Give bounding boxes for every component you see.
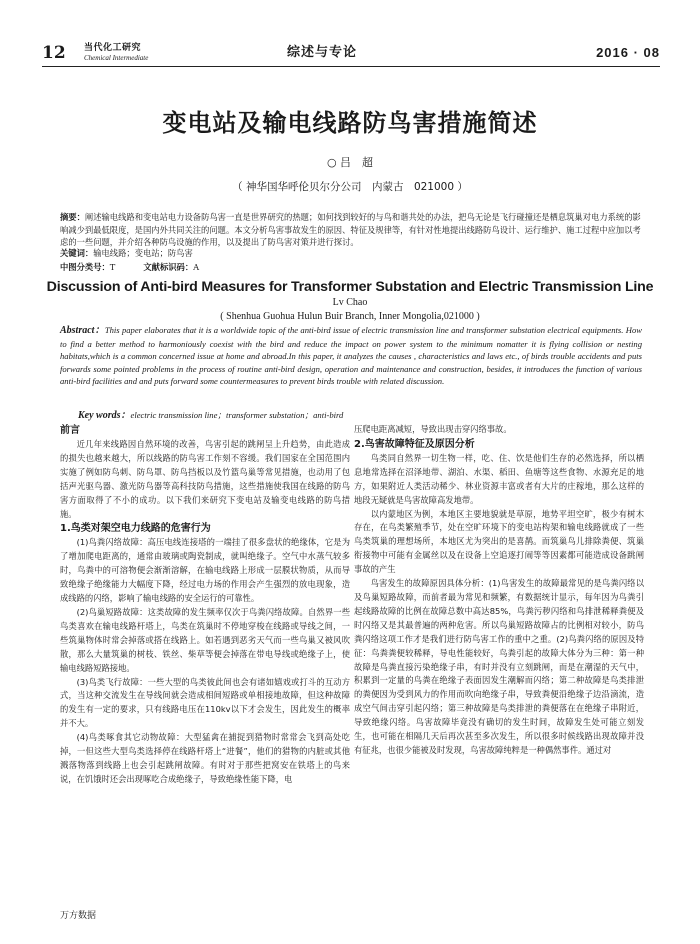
section-label: 综述与专论	[287, 45, 358, 60]
doc-code-value: A	[193, 262, 200, 272]
abstract-en-text: This paper elaborates that it is a worldwide topic of the anti-bird issue of electric transmission line and transformer substation electrical equipments. How to find a better method to harmoniously coexist with the bird and reduce the impact on power system to the minimum nomatter it is flying collision or nesting habitats,which is a common concerned issue at home and abroad.In this paper, it analyzes the causes , characteristics and laws etc., of birds trouble accidents and puts forwards some pointed problems in the process of routine anti-bird design, operation and maintenance and construction, besides, it introduces the function of various anti-bird facilities and and puts forward some countermeasures to prevent birds trouble with related discussion.	[60, 325, 642, 387]
paper-title-cn: 变电站及输电线路防鸟害措施简述	[162, 109, 538, 137]
abstract-cn-label: 摘要：	[60, 212, 85, 222]
clc-label: 中图分类号：	[60, 262, 110, 272]
section-heading: 1.鸟类对架空电力线路的危害行为	[60, 523, 211, 535]
header-rule	[42, 66, 660, 67]
paragraph: 鸟害发生的故障原因具体分析：(1)鸟害发生的故障最常见的是鸟粪闪络以及鸟巢短路故障，而前者最为常见和频繁，有数据统计显示，每年因为鸟粪引起线路故障的比例在故障总数中高达85%，鸟粪污秽闪络和鸟排泄稀释粪便及时闪络又是其最普遍的两种危害。所以鸟巢短路故障占的比例相对较小，防鸟粪闪络这项工作才是我们进行防鸟害工作的重中之重。(2)鸟粪闪络的原因及特征：鸟粪粪便较稀释，导电性能较好，鸟粪引起的故障大体分为三种：第一种故障是鸟粪直接污染绝缘子串，有时并没有立刻跳闸，而是在潮湿的天气中，积累到一定量的鸟粪在绝缘子表面因发生潮解而闪络；第二种故障是鸟类排泄的粪便因为受到风力的作用而吹向绝缘子串，导致粪便沿绝缘子边沿滴流，造成空气间击穿引起闪络；第三种故障是鸟类排泄的粪便落在在绝缘子串附近，导致绝缘闪络。鸟害故障毕竟没有确切的发生时间，故障发生处可能立刻发生，也可能在相隔几天后再次甚至多次发生，所以很多时候线路出现故障并没有征兆，也很少能被及时发现，鸟害故障纯粹是一种偶然事件。通过对	[354, 578, 644, 755]
doc-code-label: 文献标识码：	[143, 262, 194, 272]
abstract-en-label: Abstract：	[60, 325, 105, 336]
paragraph: (2)鸟巢短路故障：这类故障的发生频率仅次于鸟粪闪络故障。自然界一些鸟类喜欢在输电线路杆塔上，鸟类在筑巢时不停地穿梭在线路或导线之间，一些筑巢物体时常会掉落或搭在线路上。如若遇到恶劣天气而一些鸟巢又被风吹散，那么大量筑巢的树枝、铁丝、柴草等便会掉落在带电导线或绝缘子上，使输电线路短路接地。	[60, 606, 350, 673]
classification-line	[60, 261, 642, 273]
affiliation-cn: （ 神华国华呼伦贝尔分公司 内蒙古 021000 ）	[232, 181, 468, 193]
keywords-en-label: Key words：	[78, 410, 131, 421]
author-en: Lv Chao	[332, 297, 368, 308]
keywords-en-text: electric transmission line；transformer substation；anti-bird	[130, 410, 344, 420]
issue-date: 2016 · 08	[596, 45, 660, 60]
keywords-en	[78, 409, 638, 422]
paragraph: 近几年来线路因自然环境的改善，鸟害引起的跳闸呈上升趋势，由此造成的损失也越来越大，所以线路的防鸟害工作刻不容缓。我们国家在全国范围内实施了例如防鸟刺、防鸟罩、防鸟挡板以及竹篮鸟巢等常见措施，也动用了包括声光驱鸟器、激光防鸟器等高科技防鸟措施，这些措施使我国在线路的防鸟害方面取得了不小的成功。以下我们来研究下变电站及输变电线路的防鸟措施。	[60, 439, 350, 519]
paragraph: 以内蒙地区为例，本地区主要地貌就是草原，地势平坦空旷，极少有树木存在，在鸟类繁殖季节，处在空旷环境下的变电站构架和输电线路就成了一些鸟类筑巢的理想场所，本地区尤为突出的是喜鹊。而筑巢鸟儿排除粪便、筑巢衔接物中可能有金属丝以及在设备上空追逐打闹等等因素都可能造成设备跳闸事故的产生	[354, 508, 644, 575]
paragraph: (3)鸟类飞行故障：一些大型的鸟类彼此间也会有诸如嬉戏或打斗的互动方式，当这种交流发生在导线间就会造成相间短路或单相接地故障，但这种故障的发生有一定的要求，只有线路电压在110kv以下才会发生，因此发生的概率并不大。	[60, 676, 350, 729]
paragraph: (4)鸟类啄食其它动物故障：大型猛禽在捕捉到猎物时常常会飞到高处吃掉，一但这些大型鸟类选择停在线路杆塔上“进餐”，他们的猎物的内脏或其他溅落物落到线路上也会引起跳闸故障。有时对于那些把窝安在铁塔上的鸟来说，在饥饿时还会出现啄吃合成绝缘子，导致绝缘性能下降，电	[60, 732, 350, 784]
journal-name-cn: 当代化工研究	[84, 43, 142, 53]
clc-value: T	[109, 262, 116, 272]
abstract-cn-text: 阐述输电线路和变电站电力设备防鸟害一直是世界研究的热题；如何找到较好的与鸟和谐共处的办法，把鸟无论是飞行碰撞还是栖息筑巢对电力系统的影响减少到最低限度，是国内外共同关注的问题。本文分析鸟害事故发生的原因、特征及规律等，有针对性地提出线路防鸟设计、运行维护、施工过程中应加以考虑的一些问题，并介绍各种防鸟设施的作用，以及提出了防鸟害对策并进行探讨。	[60, 212, 641, 248]
body-column-right	[354, 423, 644, 758]
keywords-cn	[60, 247, 642, 259]
author-cn: ○ 吕 超	[326, 156, 374, 169]
section-heading: 2.鸟害故障特征及原因分析	[354, 438, 475, 450]
affiliation-en: ( Shenhua Guohua Hulun Buir Branch, Inner Mongolia,021000 )	[220, 311, 480, 322]
abstract-en	[60, 324, 642, 388]
journal-name-en: Chemical Intermediate	[84, 54, 149, 62]
keywords-cn-text: 输电线路；变电站；防鸟害	[93, 248, 193, 258]
paper-title-en: Discussion of Anti-bird Measures for Transformer Substation and Electric Transmission Line	[46, 279, 654, 295]
paragraph-continuation: 压爬电距离减短，导致出现击穿闪络事故。	[354, 424, 512, 434]
page-header	[42, 42, 660, 66]
body-column-left	[60, 423, 350, 787]
paragraph: 鸟类同自然界一切生物一样，吃、住、饮是他们生存的必然选择，所以栖息地常选择在沼泽地带、湖泊、水渠、稻田、鱼塘等这些食物、水源充足的地方，如果附近人类活动稀少、林业资源丰富或者有大片的庄稼地，那么这样的地段无疑就是鸟害故障高发地带。	[354, 452, 644, 505]
footer-watermark: 万方数据	[60, 911, 97, 921]
section-heading: 前言	[60, 425, 80, 436]
keywords-cn-label: 关键词：	[60, 248, 94, 258]
page-number: 12	[42, 43, 66, 63]
abstract-cn	[60, 211, 642, 249]
paragraph: (1)鸟粪闪络故障：高压电线连接塔的一端挂了很多盘状的绝缘体，它是为了增加爬电距离的，通常由玻璃或陶瓷制成，就叫绝缘子。空气中水蒸气较多时，鸟粪中的可溶物便会渐渐溶解，在输电线路上形成一层膜状物质，从而导致绝缘子绝缘能力大幅度下降，经过电力场的作用会产生强烈的放电现象，造成线路的闪络，影响了输电线路的安全运行的可靠性。	[60, 537, 350, 604]
